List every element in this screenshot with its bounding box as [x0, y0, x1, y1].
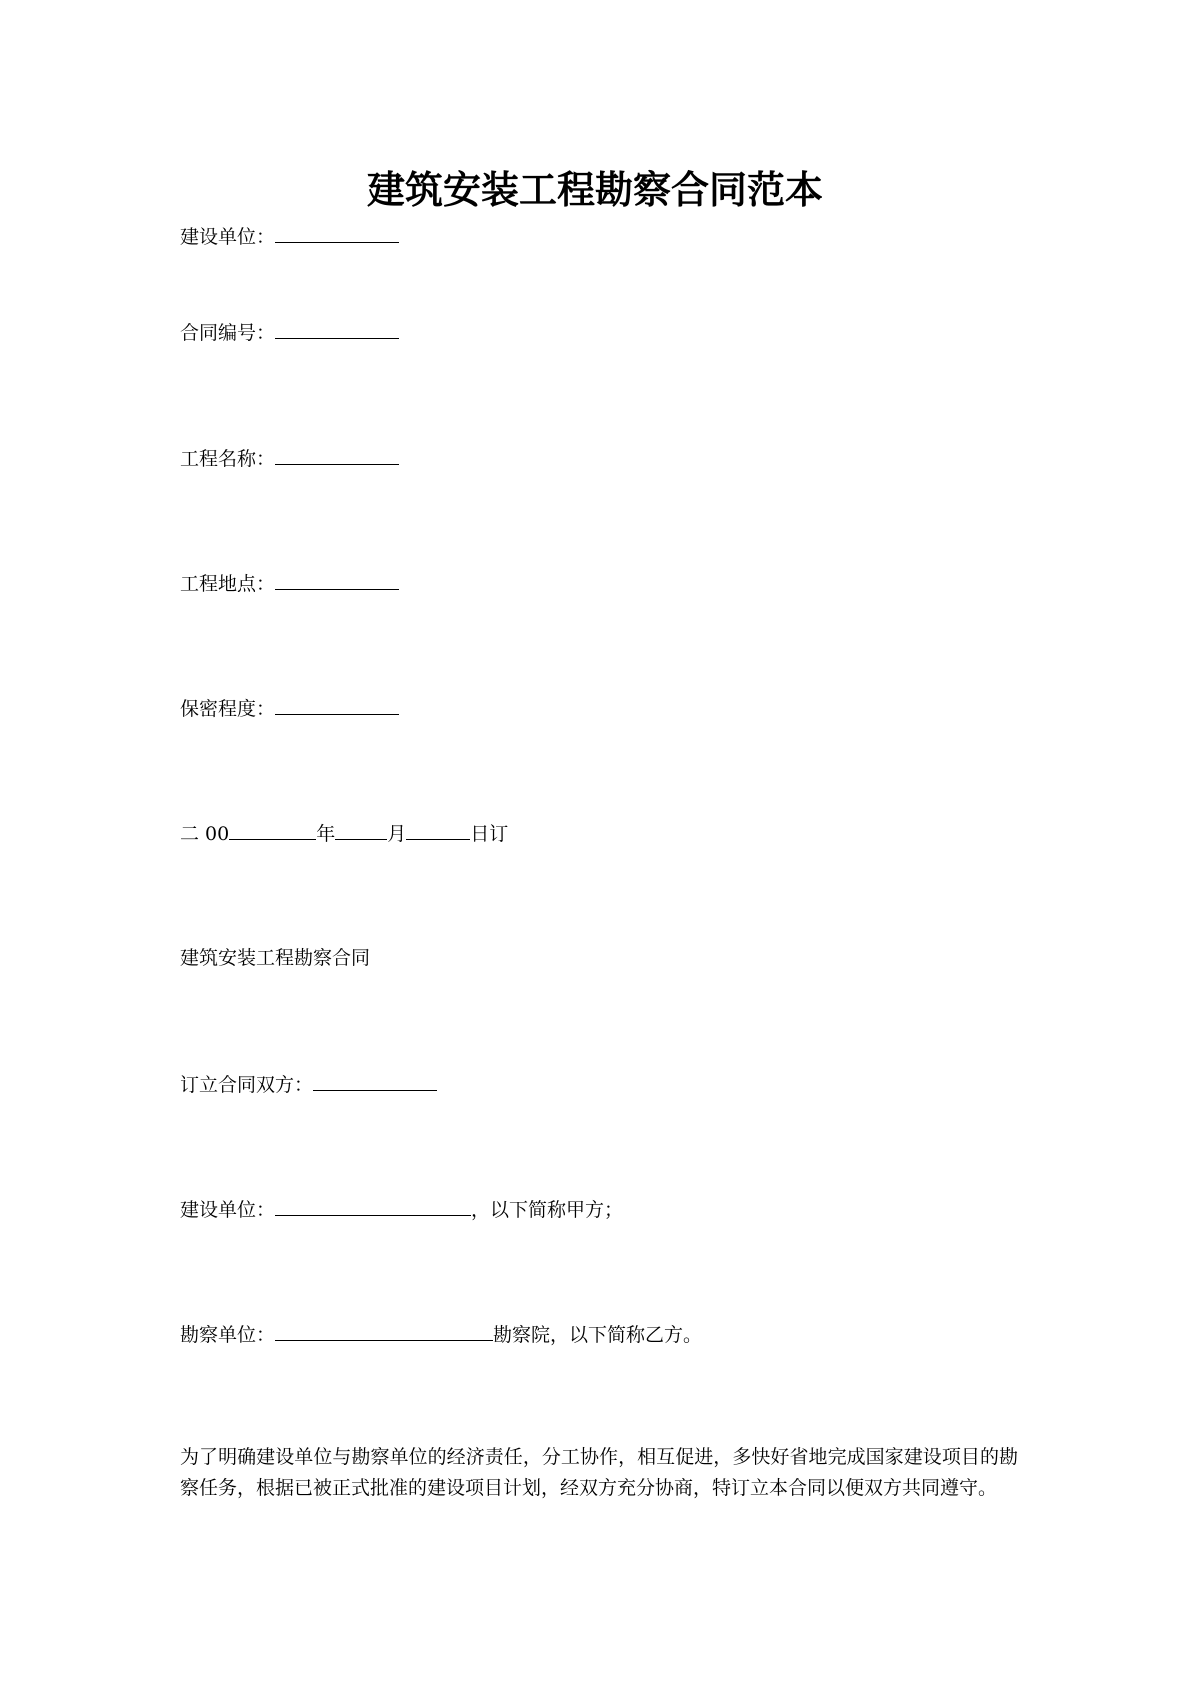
parties-line [180, 1070, 437, 1099]
fill-in-blank [275, 318, 399, 339]
fill-in-blank [313, 1070, 437, 1091]
party-a-suffix: ，以下简称甲方； [471, 1199, 624, 1221]
field-label: 合同编号： [180, 322, 276, 344]
party-b-line [180, 1320, 702, 1349]
field-label: 工程地点： [180, 573, 276, 595]
field-label: 工程名称： [180, 448, 276, 470]
year-blank [229, 819, 316, 840]
fill-in-blank [275, 222, 399, 243]
field-label: 保密程度： [180, 698, 276, 720]
field-contract-number [180, 318, 399, 347]
date-prefix: 二 00 [180, 823, 230, 845]
party-b-label: 勘察单位： [180, 1324, 276, 1346]
date-month: 月 [387, 823, 407, 845]
date-year: 年 [316, 823, 336, 845]
month-blank [335, 819, 387, 840]
intro-paragraph: 为了明确建设单位与勘察单位的经济责任，分工协作，相互促进，多快好省地完成国家建设项目的勘察任务，根据已被正式批准的建设项目计划，经双方充分协商，特订立本合同以便双方共同遵守。 [180, 1446, 1018, 1499]
day-blank [406, 819, 470, 840]
party-a-line [180, 1195, 623, 1224]
fill-in-blank [275, 1320, 493, 1341]
contract-subtitle [180, 944, 370, 972]
field-project-site [180, 569, 399, 598]
field-project-name [180, 444, 399, 473]
party-a-label: 建设单位： [180, 1199, 276, 1221]
document-title: 建筑安装工程勘察合同范本 [366, 167, 823, 212]
field-build-unit [180, 222, 399, 251]
fill-in-blank [275, 569, 399, 590]
date-day-suffix: 日订 [470, 823, 509, 845]
date-line [180, 819, 508, 848]
field-label: 建设单位： [180, 226, 276, 248]
parties-label: 订立合同双方： [180, 1074, 314, 1096]
subtitle-text: 建筑安装工程勘察合同 [180, 947, 371, 969]
fill-in-blank [275, 694, 399, 715]
fill-in-blank [275, 444, 399, 465]
party-b-suffix: 勘察院，以下简称乙方。 [493, 1324, 703, 1346]
fill-in-blank [275, 1195, 471, 1216]
field-secrecy-level [180, 694, 399, 723]
